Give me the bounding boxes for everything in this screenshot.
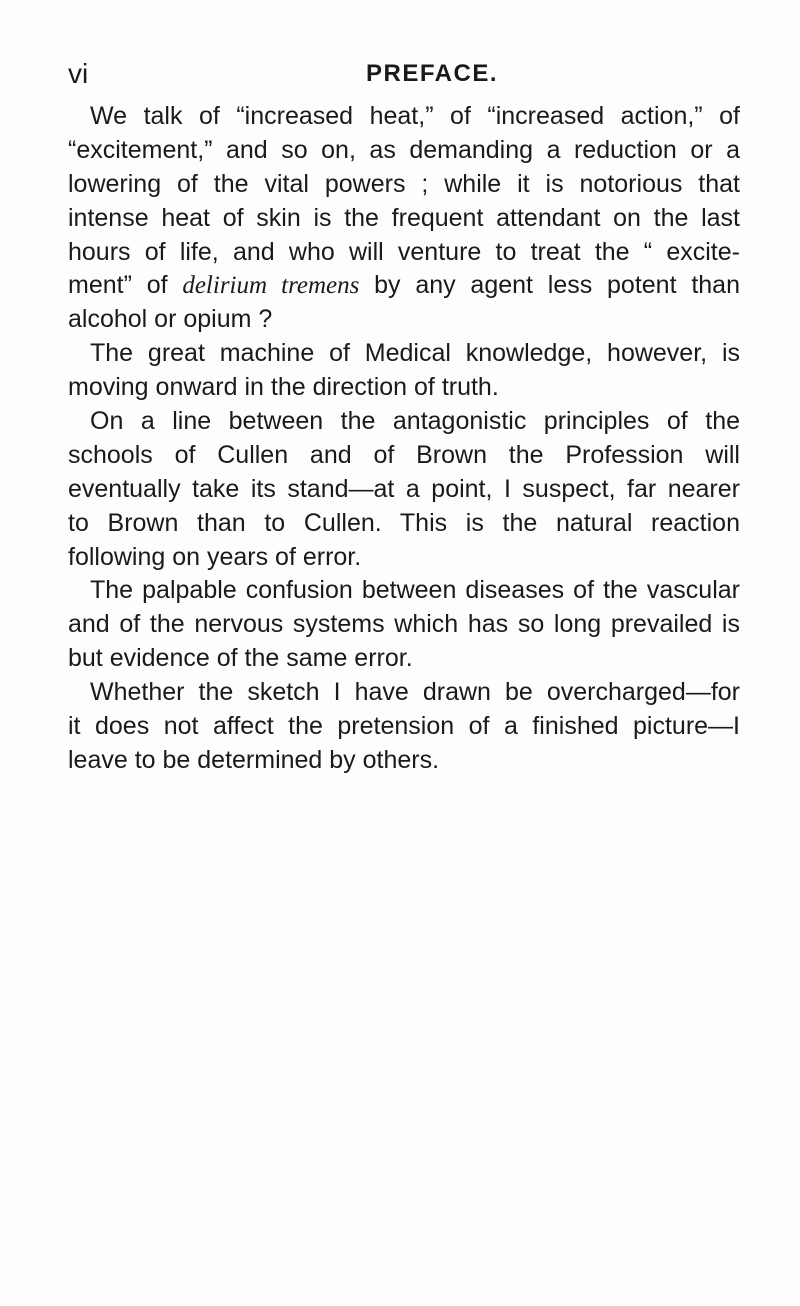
page-header <box>68 58 760 98</box>
text-line: it does not affect the pretension of a finished picture—I <box>68 712 740 741</box>
text-line: We talk of “increased heat,” of “increased action,” of <box>90 102 740 130</box>
paragraph-2 <box>68 337 740 405</box>
text-line: lowering of the vital powers ; while it is notorious that <box>68 169 740 198</box>
text-line: but evidence of the same error. <box>68 644 413 673</box>
text-line: Whether the sketch I have drawn be overcharged—for <box>90 678 740 707</box>
body-text <box>68 100 740 778</box>
text-line: “excitement,” and so on, as demanding a reduction or a <box>68 135 740 164</box>
text-line: to Brown than to Cullen. This is the natural reaction <box>68 508 740 537</box>
text-line: The palpable confusion between diseases of the vascular <box>90 576 740 605</box>
text-line: On a line between the antagonistic principles of the <box>90 407 740 436</box>
paragraph-4 <box>68 574 740 676</box>
text-segment: by any agent less potent than <box>359 271 740 300</box>
text-line: The great machine of Medical knowledge, however, is <box>90 339 740 368</box>
text-line: eventually take its stand—at a point, I suspect, far nearer <box>68 474 740 503</box>
text-line: hours of life, and who will venture to treat the “ excite- <box>68 237 740 266</box>
text-line: moving onward in the direction of truth. <box>68 373 499 402</box>
text-line: alcohol or opium ? <box>68 305 273 334</box>
paragraph-5 <box>68 676 740 778</box>
page-number: vi <box>68 58 89 89</box>
text-segment: ment” of <box>68 271 183 300</box>
text-line: leave to be determined by others. <box>68 745 440 774</box>
text-line: and of the nervous systems which has so long prevailed is <box>68 610 740 639</box>
text-line: schools of Cullen and of Brown the Profession will <box>68 440 740 469</box>
text-line: following on years of error. <box>68 542 362 571</box>
italic-term: delirium tremens <box>182 272 360 300</box>
paragraph-3 <box>68 405 740 574</box>
running-head: PREFACE. <box>366 60 499 87</box>
paragraph-1 <box>68 100 740 337</box>
text-line: intense heat of skin is the frequent attendant on the last <box>68 203 740 232</box>
text-line-mixed <box>68 269 740 303</box>
